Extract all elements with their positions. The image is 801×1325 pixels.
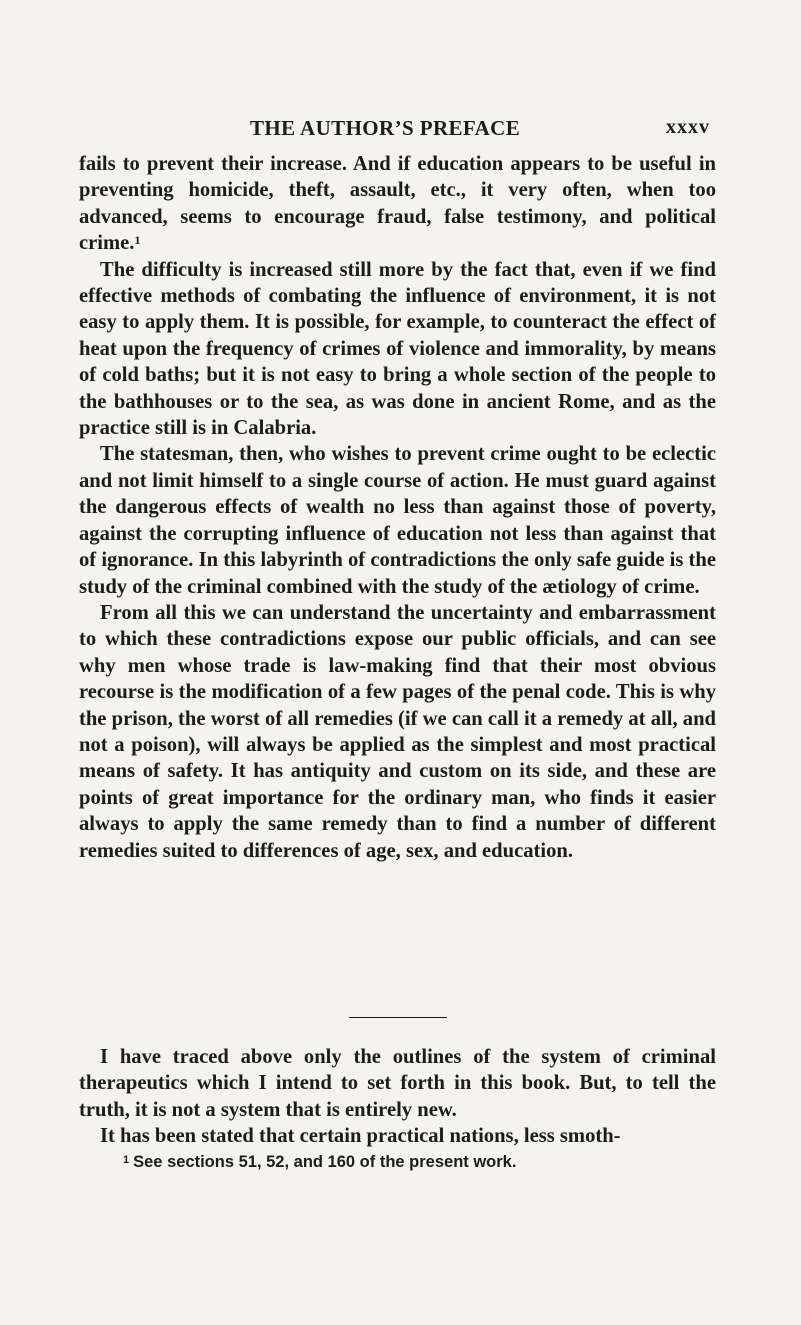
paragraph-4: From all this we can understand the uncertainty and embarrassment to which these contradictions expose our public officials, and can see why men whose trade is law-making find that their most obvious recourse is the modification of a few pages of the penal code. This is why the prison, the worst of all remedies (if we can call it a remedy at all, and not a poison), will always be applied as the simplest and most practical means of safety. It has antiquity and custom on its side, and these are points of great importance for the ordinary man, who finds it easier always to apply the same remedy than to find a number of different remedies suited to differences of age, sex, and education. bbox=[79, 601, 716, 862]
footnote-text: See sections 51, 52, and 160 of the present work. bbox=[133, 1153, 517, 1171]
paragraph-2: The difficulty is increased still more by the fact that, even if we find effective methods of combating the influence of environment, it is not easy to apply them. It is possible, for example, to counteract the effect of heat upon the frequency of crimes of violence and immorality, by means of cold baths; but it is not easy to bring a whole section of the people to the bathhouses or to the sea, as was done in ancient Rome, and as the practice still is in Calabria. bbox=[79, 258, 716, 440]
main-text-block bbox=[79, 151, 716, 864]
second-text-block bbox=[79, 1044, 716, 1150]
paragraph-6: It has been stated that certain practical nations, less smoth- bbox=[100, 1125, 621, 1148]
paragraph-1 bbox=[79, 151, 716, 257]
section-divider bbox=[349, 1017, 447, 1018]
paragraph-1-text: fails to prevent their increase. And if education appears to be useful in preventing homicide, theft, assault, etc., it very often, when too advanced, seems to encourage fraud, false testimony, and political crime. bbox=[79, 153, 716, 255]
paragraph-3: The statesman, then, who wishes to prevent crime ought to be eclectic and not limit himself to a single course of action. He must guard against the dangerous effects of wealth no less than against those of poverty, against the corrupting influence of education not less than against that of ignorance. In this labyrinth of contradictions the only safe guide is the study of the criminal combined with the study of the ætiology of crime. bbox=[79, 443, 716, 598]
footnote bbox=[123, 1152, 516, 1172]
page-number: xxxv bbox=[666, 116, 710, 138]
running-head-title: THE AUTHOR’S PREFACE bbox=[250, 116, 521, 140]
footnote-reference: 1 bbox=[134, 233, 141, 248]
paragraph-5: I have traced above only the outlines of the system of criminal therapeutics which I intend to set forth in this book. But, to tell the truth, it is not a system that is entirely new. bbox=[79, 1046, 716, 1121]
running-head bbox=[250, 116, 710, 141]
footnote-mark: 1 bbox=[123, 1154, 130, 1166]
